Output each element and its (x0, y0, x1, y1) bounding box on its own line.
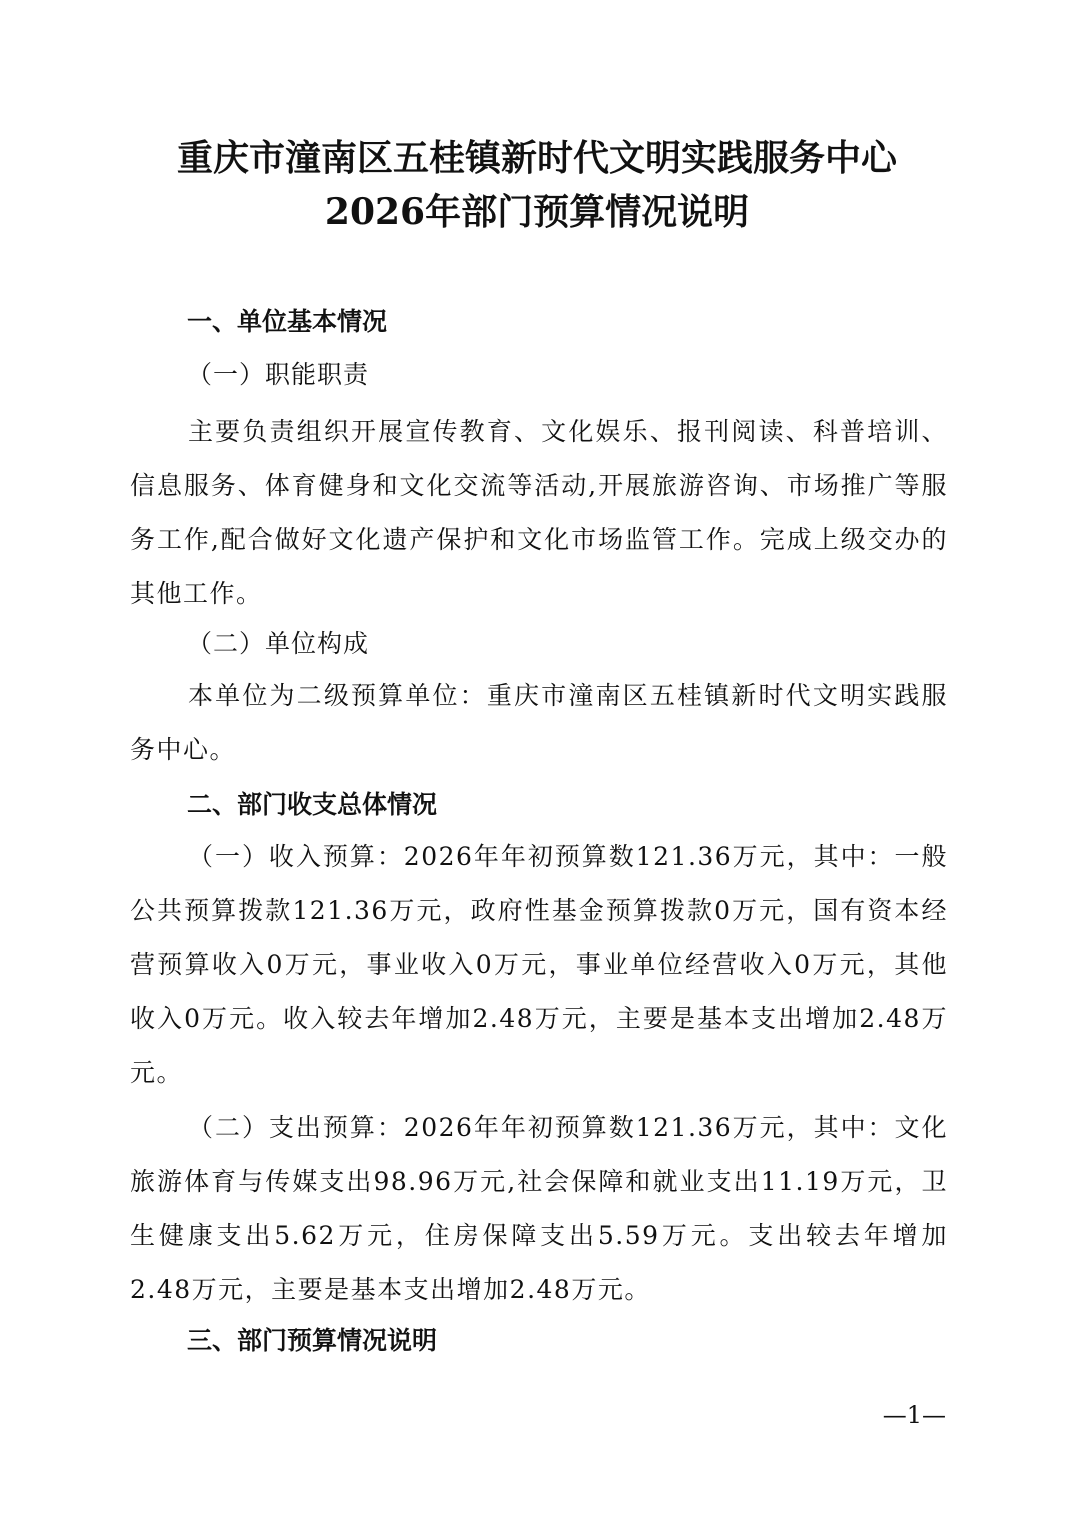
section1-subheading-duties: （一）职能职责 (187, 360, 370, 389)
section1-subheading-composition: （二）单位构成 (187, 629, 370, 658)
section1-heading: 一、单位基本情况 (187, 307, 388, 336)
document-title-line1: 重庆市潼南区五桂镇新时代文明实践服务中心 (176, 137, 897, 179)
document-title-line2: 2026年部门预算情况说明 (324, 191, 750, 233)
section2-income-paragraph: （一）收入预算：2026年年初预算数121.36万元，其中：一般公共预算拨款121.36万元，政府性基金预算拨款0万元，国有资本经营预算收入0万元，事业收入0万元，事业单位经营收入0万元，其他收入0万元。收入较去年增加2.48万元，主要是基本支出增加2.48万元。 (130, 842, 948, 1087)
section2-expenditure-paragraph: （二）支出预算：2026年年初预算数121.36万元，其中：文化旅游体育与传媒支出98.96万元,社会保障和就业支出11.19万元，卫生健康支出5.62万元，住房保障支出5.59万元。支出较去年增加2.48万元，主要是基本支出增加2.48万元。 (130, 1113, 948, 1304)
section3-heading: 三、部门预算情况说明 (187, 1326, 438, 1355)
section2-heading: 二、部门收支总体情况 (187, 790, 438, 819)
section1-duties-paragraph: 主要负责组织开展宣传教育、文化娱乐、报刊阅读、科普培训、信息服务、体育健身和文化交流等活动,开展旅游咨询、市场推广等服务工作,配合做好文化遗产保护和文化市场监管工作。完成上级交办的其他工作。 (130, 417, 948, 608)
page-number: —1— (882, 1401, 946, 1429)
section1-composition-paragraph: 本单位为二级预算单位：重庆市潼南区五桂镇新时代文明实践服务中心。 (130, 681, 948, 764)
